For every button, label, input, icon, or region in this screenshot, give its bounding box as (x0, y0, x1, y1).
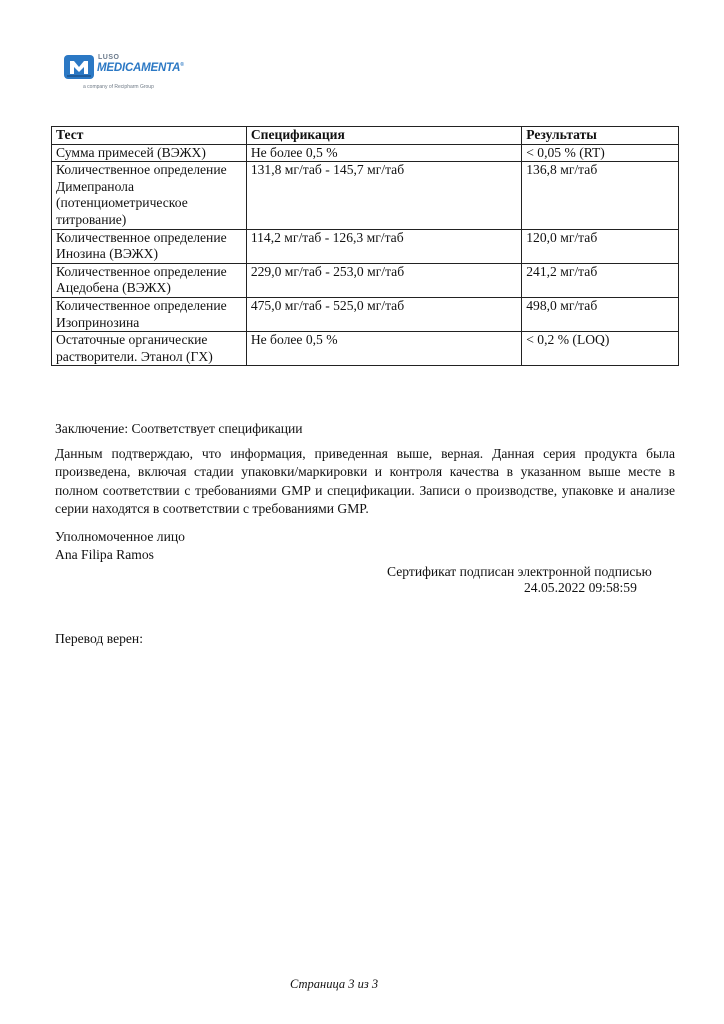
table-row (52, 263, 679, 297)
confirmation-paragraph: Данным подтверждаю, что информация, приведенная выше, верная. Данная серия продукта была произведена, включая стадии упаковки/маркировки и контроля качества в указанном выше месте в полном соответствии с требованиями GMP и спецификации. Записи о производстве, упаковке и анализе серии находятся в соответствии с требованиями GMP. (55, 446, 675, 516)
page-number: Страница 3 из 3 (290, 977, 379, 991)
cell-result: 120,0 мг/таб (522, 229, 679, 263)
cell-test: Сумма примесей (ВЭЖХ) (52, 144, 247, 162)
results-table (51, 126, 679, 366)
cell-spec: Не более 0,5 % (246, 332, 521, 366)
logo-main-text: MEDICAMENTA® (97, 62, 184, 74)
cell-result: 136,8 мг/таб (522, 162, 679, 229)
header-specification: Спецификация (246, 127, 521, 145)
authorized-person-role: Уполномоченное лицо (55, 529, 185, 544)
table-row (52, 332, 679, 366)
table-row (52, 144, 679, 162)
luso-medicamenta-logo-icon (64, 54, 94, 80)
header-results: Результаты (522, 127, 679, 145)
cell-result: 241,2 мг/таб (522, 263, 679, 297)
cell-spec: Не более 0,5 % (246, 144, 521, 162)
signature-statement: Сертификат подписан электронной подписью (387, 564, 652, 579)
logo-subtitle: a company of Recipharm Group (83, 84, 154, 90)
cell-spec: 114,2 мг/таб - 126,3 мг/таб (246, 229, 521, 263)
conclusion-text: Заключение: Соответствует спецификации (55, 421, 303, 436)
translation-note: Перевод верен: (55, 631, 143, 646)
cell-spec: 475,0 мг/таб - 525,0 мг/таб (246, 297, 521, 331)
cell-spec: 229,0 мг/таб - 253,0 мг/таб (246, 263, 521, 297)
table-row (52, 229, 679, 263)
cell-test: Остаточные органические растворители. Этанол (ГХ) (52, 332, 247, 366)
cell-test: Количественное определение Изопринозина (52, 297, 247, 331)
header-test: Тест (52, 127, 247, 145)
company-logo (64, 52, 194, 92)
cell-test: Количественное определение Ацедобена (ВЭЖХ) (52, 263, 247, 297)
table-header-row (52, 127, 679, 145)
table-row (52, 297, 679, 331)
signature-date: 24.05.2022 09:58:59 (524, 580, 637, 595)
logo-small-text: LUSO (98, 54, 120, 61)
cell-result: 498,0 мг/таб (522, 297, 679, 331)
table-row (52, 162, 679, 229)
cell-test: Количественное определение Инозина (ВЭЖХ) (52, 229, 247, 263)
cell-result: < 0,2 % (LOQ) (522, 332, 679, 366)
authorized-person-name: Ana Filipa Ramos (55, 547, 154, 562)
cell-spec: 131,8 мг/таб - 145,7 мг/таб (246, 162, 521, 229)
cell-test: Количественное определение Димепранола (потенциометрическое титрование) (52, 162, 247, 229)
cell-result: < 0,05 % (RT) (522, 144, 679, 162)
